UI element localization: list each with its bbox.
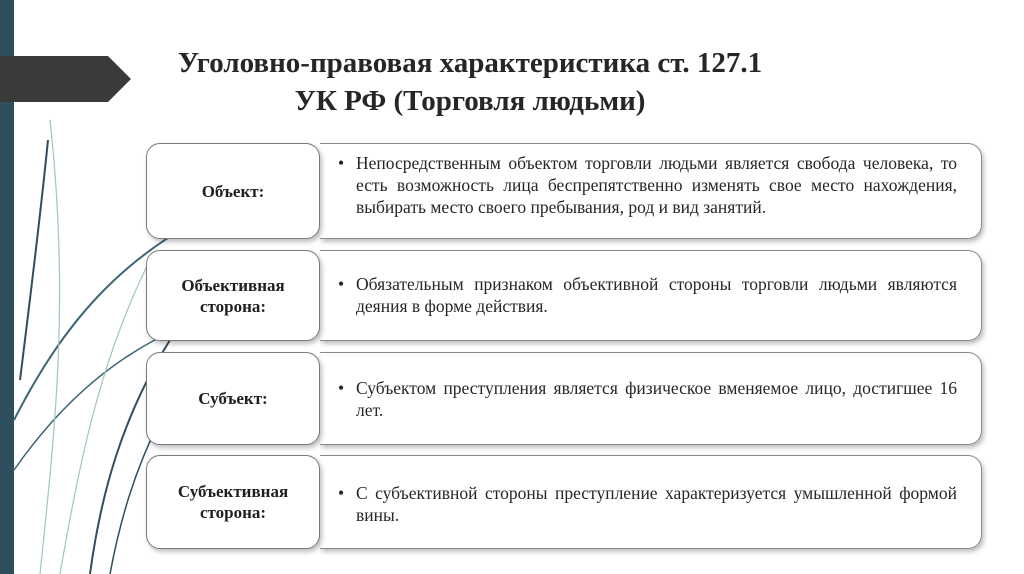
bullet-icon: • — [338, 378, 345, 398]
bullet-icon: • — [338, 274, 345, 294]
label-object — [146, 143, 320, 239]
desc-subject-text: Субъектом преступления является физическое вменяемое лицо, достигшее 16 лет. — [356, 378, 957, 420]
desc-objective-side-text: Обязательным признаком объективной стороны торговли людьми являются деяния в форме действия. — [356, 274, 957, 316]
arrow-tab-decoration — [0, 56, 131, 102]
row-subject — [146, 352, 982, 445]
title-line-1: Уголовно-правовая характеристика ст. 127.1 — [177, 47, 763, 79]
label-object-text: Объект: — [201, 181, 265, 201]
label-subjective-side-line-1: Субъективная — [177, 482, 289, 501]
desc-subjective-side — [320, 455, 982, 549]
label-objective-side-line-2: сторона: — [199, 296, 267, 316]
label-objective-side — [146, 250, 320, 341]
slide-title — [170, 44, 770, 120]
label-objective-side-line-1: Объективная — [181, 275, 285, 295]
desc-object-text: Непосредственным объектом торговли людьми является свобода человека, то есть возможность лица беспрепятственно изменять свое место нахождения, выбирать место своего пребывания, род и вид занятий. — [356, 153, 957, 217]
bullet-icon: • — [338, 153, 345, 173]
desc-subject — [320, 352, 982, 445]
label-subjective-side-line-2: сторона: — [199, 503, 267, 522]
row-subjective-side — [146, 455, 982, 549]
label-subject-text: Субъект: — [198, 389, 268, 408]
desc-object — [320, 143, 982, 239]
bullet-icon: • — [338, 483, 345, 503]
title-line-2: УК РФ (Торговля людьми) — [294, 85, 646, 117]
row-objective-side — [146, 250, 982, 341]
desc-objective-side — [320, 250, 982, 341]
desc-subjective-side-text: С субъективной стороны преступление характеризуется умышленной формой вины. — [356, 483, 957, 525]
label-subjective-side — [146, 455, 320, 549]
label-subject — [146, 352, 320, 445]
row-object — [146, 143, 982, 239]
